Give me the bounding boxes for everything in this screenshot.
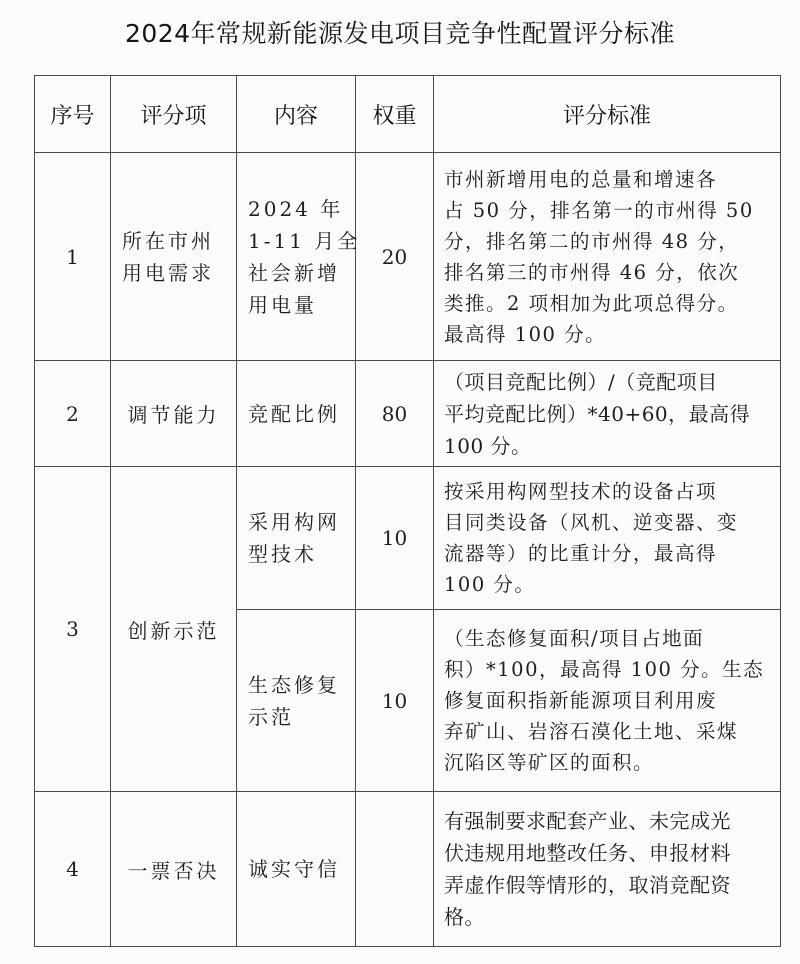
row-weight: 20 [356, 153, 434, 361]
content-line: 2024 年 [248, 196, 344, 221]
table-row [35, 467, 781, 610]
standard-line: 占 50 分，排名第一的市州得 50 [444, 198, 754, 222]
content-line: 生态修复 [248, 672, 340, 697]
row-index: 4 [35, 792, 111, 947]
standard-line: 弄虚作假等情形的，取消竞配资 [444, 873, 731, 897]
scoring-criteria-table [34, 75, 781, 947]
row-index: 1 [35, 153, 111, 361]
standard-line: 市州新增用电的总量和增速各 [444, 167, 718, 191]
content-line: 1-11 月全 [248, 228, 361, 253]
row-item [111, 153, 237, 361]
row-index: 2 [35, 361, 111, 467]
standard-line: 目同类设备（风机、逆变器、变 [444, 511, 739, 534]
table-row [35, 153, 781, 361]
table-row [35, 792, 781, 947]
row-standard [434, 610, 781, 792]
standard-line: 排名第三的市州得 46 分，依次 [444, 260, 740, 284]
row-standard [434, 792, 781, 947]
row-weight: 10 [356, 610, 434, 792]
item-line: 所在市州 [122, 228, 214, 253]
content-line: 采用构网 [248, 510, 340, 534]
standard-line: 100 分。 [444, 573, 536, 596]
standard-line: 平均竞配比例）*40+60，最高得 [444, 401, 751, 426]
standard-line: 分，排名第二的市州得 48 分， [444, 229, 740, 253]
standard-line: 最高得 100 分。 [444, 322, 607, 346]
row-weight [356, 792, 434, 947]
standard-line: 修复面积指新能源项目利用废 [444, 689, 718, 712]
standard-line: 沉陷区等矿区的面积。 [444, 751, 655, 774]
standard-line: 类推。2 项相加为此项总得分。 [444, 291, 739, 315]
table-row [35, 361, 781, 467]
standard-line: （项目竞配比例）/（竞配项目 [444, 369, 718, 394]
row-standard [434, 467, 781, 610]
header-weight: 权重 [356, 76, 434, 153]
content-line: 社会新增 [248, 260, 340, 285]
document-title: 2024年常规新能源发电项目竞争性配置评分标准 [124, 19, 676, 48]
row-standard [434, 361, 781, 467]
row-content: 诚实守信 [237, 792, 356, 947]
row-weight: 10 [356, 467, 434, 610]
row-item: 创新示范 [111, 467, 237, 792]
row-weight: 80 [356, 361, 434, 467]
content-line: 用电量 [248, 292, 317, 317]
standard-line: 伏违规用地整改任务、申报材料 [444, 841, 731, 865]
item-line: 用电需求 [122, 260, 214, 285]
row-item: 一票否决 [111, 792, 237, 947]
header-index: 序号 [35, 76, 111, 153]
standard-line: （生态修复面积/项目占地面 [444, 627, 705, 650]
row-standard [434, 153, 781, 361]
row-item: 调节能力 [111, 361, 237, 467]
standard-line: 弃矿山、岩溶石漠化土地、采煤 [444, 720, 739, 743]
header-row [35, 76, 781, 153]
standard-line: 有强制要求配套产业、未完成光 [444, 809, 731, 833]
content-line: 型技术 [248, 542, 317, 566]
content-line: 示范 [248, 704, 294, 729]
standard-line: 流器等）的比重计分，最高得 [444, 542, 718, 565]
row-index: 3 [35, 467, 111, 792]
standard-line: 积）*100，最高得 100 分。生态 [444, 658, 765, 681]
standard-line: 格。 [444, 905, 485, 929]
header-standard: 评分标准 [434, 76, 781, 153]
standard-line: 按采用构网型技术的设备占项 [444, 480, 718, 503]
row-content: 竞配比例 [237, 361, 356, 467]
header-item: 评分项 [111, 76, 237, 153]
row-content [237, 467, 356, 610]
header-content: 内容 [237, 76, 356, 153]
row-content [237, 610, 356, 792]
row-content [237, 153, 361, 361]
standard-line: 100 分。 [444, 433, 532, 458]
